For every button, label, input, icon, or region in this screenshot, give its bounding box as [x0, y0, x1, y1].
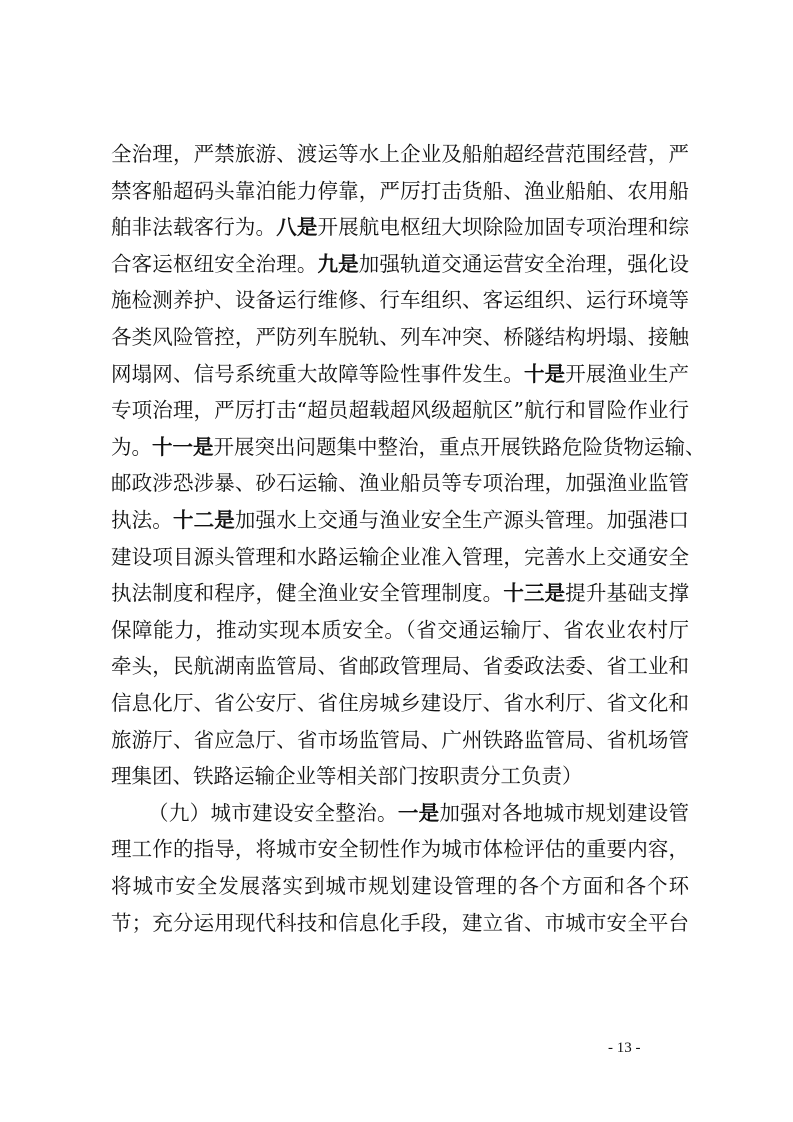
text-line: [111, 868, 689, 904]
text-segment: 牵头，民航湖南监管局、省邮政管理局、省委政法委、省工业和: [111, 654, 689, 679]
text-segment: 建设项目源头管理和水路运输企业准入管理，完善水上交通安全: [111, 544, 689, 569]
bold-lead-phrase: 九是: [317, 251, 359, 276]
text-line: [111, 502, 689, 538]
text-segment: 禁客船超码头靠泊能力停靠，严厉打击货船、渔业船舶、农用船: [111, 178, 689, 203]
text-line: [111, 282, 689, 318]
text-segment: 开展突出问题集中整治，重点开展铁路危险货物运输、: [213, 434, 706, 459]
text-segment: 为。: [111, 434, 152, 459]
text-segment: 开展航电枢纽大坝除险加固专项治理和综: [317, 215, 690, 240]
bold-lead-phrase: 十是: [523, 361, 566, 386]
text-line: [111, 429, 706, 465]
text-segment: 各类风险管控，严防列车脱轨、列车冲突、桥隧结构坍塌、接触: [111, 325, 689, 349]
text-segment: 执法制度和程序，健全渔业安全管理制度。: [111, 581, 504, 606]
text-segment: 提升基础支撑: [565, 581, 690, 606]
bold-lead-phrase: 一是: [397, 800, 440, 825]
text-line: [111, 685, 689, 721]
text-line: [111, 575, 689, 611]
text-line: [111, 905, 689, 941]
text-line: [111, 648, 689, 684]
text-segment: 合客运枢纽安全治理。: [111, 251, 318, 276]
text-segment: 舶非法载客行为。: [111, 215, 277, 240]
text-segment: 理工作的指导，将城市安全韧性作为城市体检评估的重要内容，: [111, 837, 689, 862]
text-line: [111, 136, 689, 172]
text-segment: 网塌网、信号系统重大故障等险性事件发生。: [111, 361, 524, 386]
text-segment: 专项治理，严厉打击“超员超载超风级超航区”航行和冒险作业行: [111, 398, 689, 423]
text-line: [111, 539, 689, 575]
bold-lead-phrase: 十一是: [152, 434, 214, 459]
text-segment: 理集团、铁路运输企业等相关部门按职责分工负责）: [111, 764, 583, 789]
bold-lead-phrase: 十二是: [172, 508, 235, 532]
text-line: [148, 795, 689, 831]
text-segment: 保障能力，推动实现本质安全。（省交通运输厅、省农业农村厅: [111, 617, 689, 642]
text-segment: 加强轨道交通运营安全治理，强化设: [358, 251, 690, 276]
text-line: [111, 465, 689, 501]
text-line: [111, 831, 689, 867]
text-segment: 加强水上交通与渔业安全生产源头管理。加强港口: [234, 508, 690, 532]
text-segment: 施检测养护、设备运行维修、行车组织、客运组织、运行环境等: [111, 288, 689, 313]
text-segment: 节；充分运用现代科技和信息化手段，建立省、市城市安全平台: [111, 910, 689, 935]
text-line: [111, 209, 689, 245]
text-segment: 信息化厅、省公安厅、省住房城乡建设厅、省水利厅、省文化和: [111, 691, 689, 715]
text-segment: 加强对各地城市规划建设管: [439, 800, 690, 825]
text-line: [111, 612, 689, 648]
text-line: [111, 722, 689, 758]
text-line: [111, 246, 689, 282]
text-segment: 邮政涉恐涉暴、砂石运输、渔业船员等专项治理，加强渔业监管: [111, 471, 689, 496]
text-segment: 全治理，严禁旅游、渡运等水上企业及船舶超经营范围经营，严: [111, 142, 689, 166]
page-number: - 13 -: [608, 1040, 641, 1056]
text-line: [111, 173, 689, 209]
bold-lead-phrase: 八是: [276, 215, 318, 240]
text-segment: 将城市安全发展落实到城市规划建设管理的各个方面和各个环: [111, 874, 689, 898]
text-segment: 旅游厅、省应急厅、省市场监管局、广州铁路监管局、省机场管: [111, 727, 689, 752]
text-line: [111, 392, 689, 428]
text-segment: 开展渔业生产: [565, 361, 690, 386]
bold-lead-phrase: 十三是: [503, 581, 566, 606]
text-line: [111, 356, 689, 392]
text-segment: （九）城市建设安全整治。: [148, 800, 398, 825]
text-segment: 执法。: [111, 508, 173, 532]
text-line: [111, 319, 689, 355]
text-line: [111, 758, 689, 794]
